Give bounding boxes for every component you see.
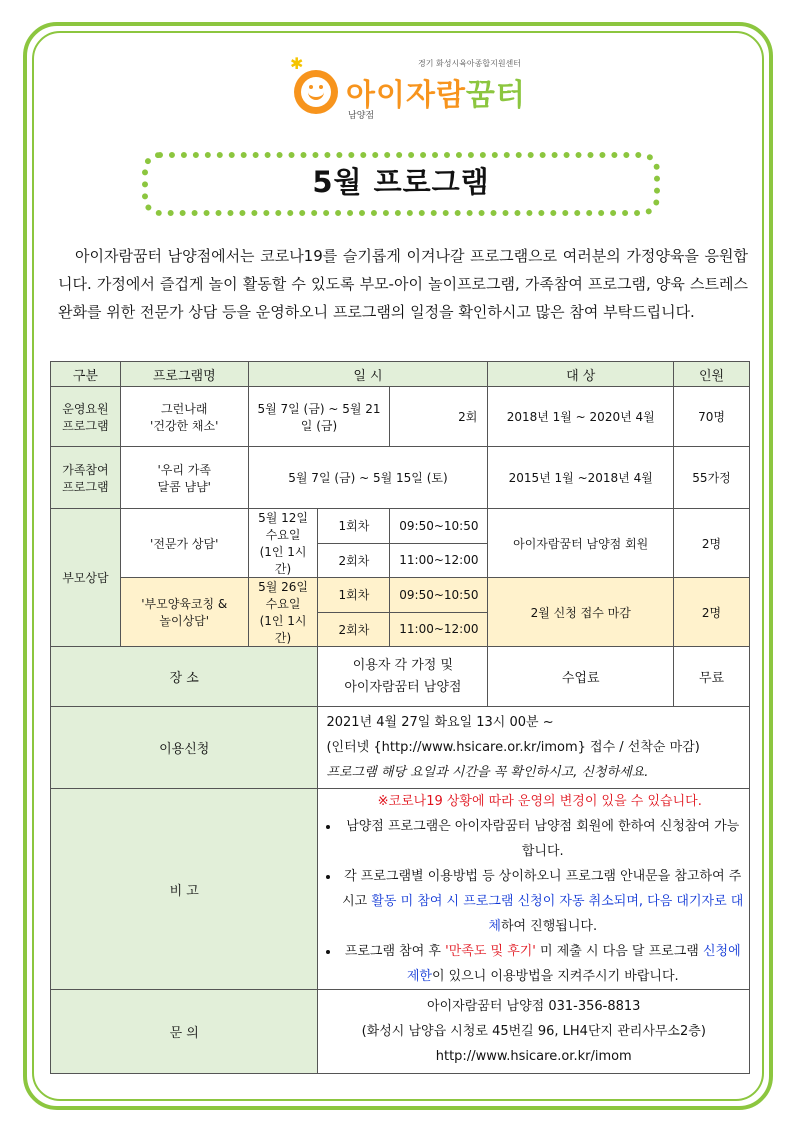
row1-count: 70명 [674, 387, 750, 447]
header-count: 인원 [674, 362, 750, 387]
row1-program: 그런나래 '건강한 채소' [120, 387, 248, 447]
apply-row [51, 707, 750, 789]
notes-warning: ※코로나19 상황에 따라 운영의 변경이 있을 수 있습니다. [377, 794, 702, 809]
contact-phone: 아이자람꿈터 남양점 031-356-8813 [427, 999, 641, 1014]
note-item: • 각 프로그램별 이용방법 등 상이하오니 프로그램 안내문을 참고하여 주시고 활동 미 참여 시 프로그램 신청이 자동 취소되며, 다음 대기자로 대체하여 진행됩니다. [340, 864, 745, 939]
contact-row [51, 990, 750, 1074]
row1-times: 2회 [390, 387, 488, 447]
notes-label: 비 고 [51, 789, 318, 990]
apply-start: 2021년 4월 27일 화요일 13시 00분 ~ [326, 715, 554, 730]
page-title: 5월 프로그램 [312, 165, 490, 199]
parent-b-date: 5월 26일 수요일 (1인 1시간) [248, 578, 318, 647]
parent-b-program: '부모양육코칭 & 놀이상담' [120, 578, 248, 647]
note-item: • 남양점 프로그램은 아이자람꿈터 남양점 회원에 한하여 신청참여 가능합니다. [340, 814, 745, 864]
note-item: • 프로그램 참여 후 '만족도 및 후기' 미 제출 시 다음 달 프로그램 신청에 제한이 있으니 이용방법을 지켜주시기 바랍니다. [340, 939, 745, 989]
notes-row [51, 789, 750, 990]
apply-details [318, 707, 750, 789]
contact-details [318, 990, 750, 1074]
parent-a-count: 2명 [674, 509, 750, 578]
notes-content [318, 789, 750, 990]
place-value: 이용자 각 가정 및 아이자람꿈터 남양점 [318, 647, 488, 707]
parent-a-session1: 1회차 [318, 509, 390, 544]
apply-label: 이용신청 [51, 707, 318, 789]
sparkle-icon: ✱ [290, 54, 304, 73]
parent-a-time2: 11:00~12:00 [390, 543, 488, 578]
logo [290, 52, 530, 121]
row1-category: 운영요원 프로그램 [51, 387, 121, 447]
row1-target: 2018년 1월 ~ 2020년 4월 [488, 387, 674, 447]
parent-a-session2: 2회차 [318, 543, 390, 578]
table-row [51, 578, 750, 613]
parent-b-time2: 11:00~12:00 [390, 612, 488, 647]
parent-a-program: '전문가 상담' [120, 509, 248, 578]
header-date: 일 시 [248, 362, 488, 387]
parent-b-session1: 1회차 [318, 578, 390, 613]
place-row [51, 647, 750, 707]
apply-method: (인터넷 {http://www.hsicare.or.kr/imom} 접수 / 선착순 마감) [326, 740, 700, 755]
row2-program: '우리 가족 달콤 냠냠' [120, 447, 248, 509]
header-category: 구분 [51, 362, 121, 387]
table-row [51, 509, 750, 544]
row1-date: 5월 7일 (금) ~ 5월 21일 (금) [248, 387, 390, 447]
parent-a-target: 아이자람꿈터 남양점 회원 [488, 509, 674, 578]
face-icon [294, 70, 338, 114]
parent-b-time1: 09:50~10:50 [390, 578, 488, 613]
table-header-row [51, 362, 750, 387]
parent-a-date: 5월 12일 수요일 (1인 1시간) [248, 509, 318, 578]
header-program: 프로그램명 [120, 362, 248, 387]
parent-b-session2: 2회차 [318, 612, 390, 647]
logo-name: 아이자람꿈터 [346, 78, 526, 113]
contact-address: (화성시 남양읍 시청로 45번길 96, LH4단지 관리사무소2층) [361, 1024, 706, 1039]
logo-branch: 남양점 [348, 111, 375, 121]
header-target: 대 상 [488, 362, 674, 387]
table-row [51, 447, 750, 509]
row2-category: 가족참여 프로그램 [51, 447, 121, 509]
contact-label: 문 의 [51, 990, 318, 1074]
row2-target: 2015년 1월 ~2018년 4월 [488, 447, 674, 509]
fee-value: 무료 [674, 647, 750, 707]
parent-a-time1: 09:50~10:50 [390, 509, 488, 544]
program-table [50, 361, 750, 1074]
row2-count: 55가정 [674, 447, 750, 509]
parent-b-target: 2월 신청 접수 마감 [488, 578, 674, 647]
logo-center-name: 경기 화성시육아종합지원센터 [418, 59, 522, 68]
apply-notice: 프로그램 해당 요일과 시간을 꼭 확인하시고, 신청하세요. [326, 765, 649, 780]
contact-url: http://www.hsicare.or.kr/imom [435, 1049, 632, 1064]
parent-category: 부모상담 [51, 509, 121, 647]
fee-label: 수업료 [488, 647, 674, 707]
intro-paragraph: 아이자람꿈터 남양점에서는 코로나19를 슬기롭게 이겨나갈 프로그램으로 여러분의 가정양육을 응원합니다. 가정에서 즐겁게 놀이 활동할 수 있도록 부모-아이 놀이프로그램, 가족참여 프로그램, 양육 스트레스 완화를 위한 전문가 상담 등을 운영하오니 프로그램의 일정을 확인하시고 많은 참여 부탁드립니다. [58, 247, 748, 321]
place-label: 장 소 [51, 647, 318, 707]
table-row [51, 387, 750, 447]
parent-b-count: 2명 [674, 578, 750, 647]
row2-date: 5월 7일 (금) ~ 5월 15일 (토) [248, 447, 488, 509]
